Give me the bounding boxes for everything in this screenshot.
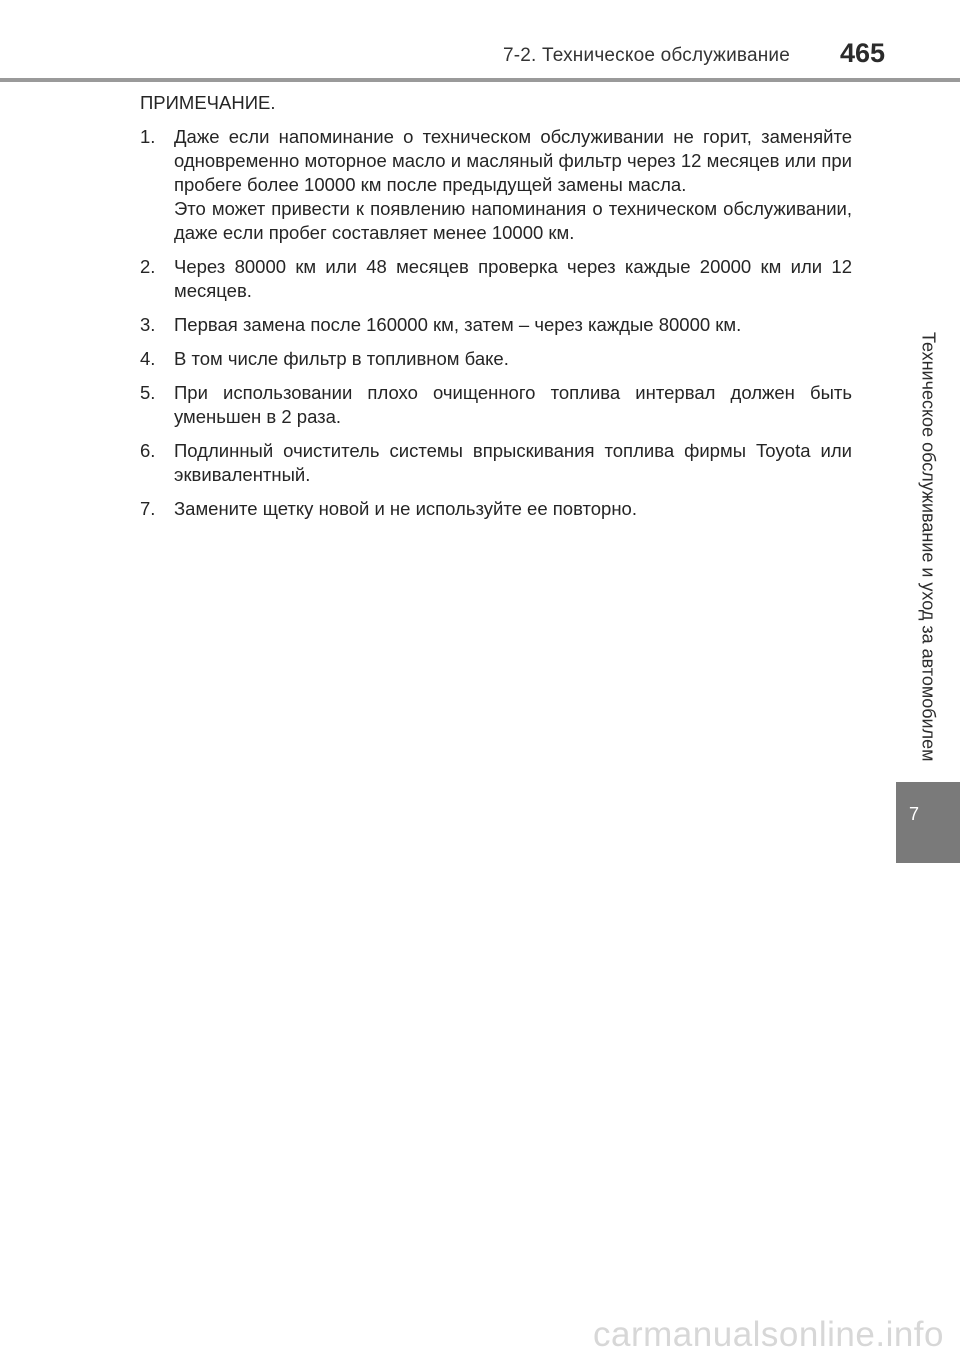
section-title: 7-2. Техническое обслуживание — [503, 45, 790, 66]
note-number: 5. — [140, 382, 156, 403]
chapter-side-tab — [896, 312, 960, 863]
note-number: 6. — [140, 440, 156, 461]
note-item-1 — [140, 125, 852, 245]
note-item-6 — [140, 439, 852, 487]
page-header — [0, 0, 960, 84]
note-number: 3. — [140, 314, 156, 335]
note-number: 7. — [140, 498, 156, 519]
chapter-marker — [896, 782, 960, 863]
note-text: Замените щетку новой и не используйте ее повторно. — [174, 498, 637, 519]
note-number: 4. — [140, 348, 156, 369]
chapter-side-label: Техническое обслуживание и уход за автомобилем — [918, 332, 939, 762]
chapter-number: 7 — [908, 804, 919, 824]
note-item-2 — [140, 255, 852, 303]
note-title: ПРИМЕЧАНИЕ. — [140, 92, 276, 113]
note-text: При использовании плохо очищенного топлива интервал должен быть уменьшен в 2 раза. — [174, 382, 852, 427]
header-divider — [0, 78, 960, 82]
note-text: Через 80000 км или 48 месяцев проверка через каждые 20000 км или 12 месяцев. — [174, 256, 852, 301]
note-number: 1. — [140, 126, 156, 147]
note-block — [140, 91, 852, 531]
note-text: Это может привести к появлению напоминания о техническом обслуживании, даже если пробег составляет менее 10000 км. — [174, 198, 852, 243]
note-text: Даже если напоминание о техническом обслуживании не горит, заменяйте одновременно моторное масло и масляный фильтр через 12 месяцев или при пробеге более 10000 км после предыдущей замены масла. — [174, 126, 852, 195]
note-list — [140, 125, 852, 521]
note-number: 2. — [140, 256, 156, 277]
note-item-5 — [140, 381, 852, 429]
note-item-3 — [140, 313, 852, 337]
note-text: В том числе фильтр в топливном баке. — [174, 348, 509, 369]
note-item-4 — [140, 347, 852, 371]
note-item-7 — [140, 497, 852, 521]
page-number: 465 — [840, 38, 886, 68]
note-text: Первая замена после 160000 км, затем – через каждые 80000 км. — [174, 314, 742, 335]
chapter-side-label-wrap — [896, 312, 960, 782]
note-text: Подлинный очиститель системы впрыскивания топлива фирмы Toyota или эквивалентный. — [174, 440, 852, 485]
watermark-text: carmanualsonline.info — [593, 1315, 944, 1354]
